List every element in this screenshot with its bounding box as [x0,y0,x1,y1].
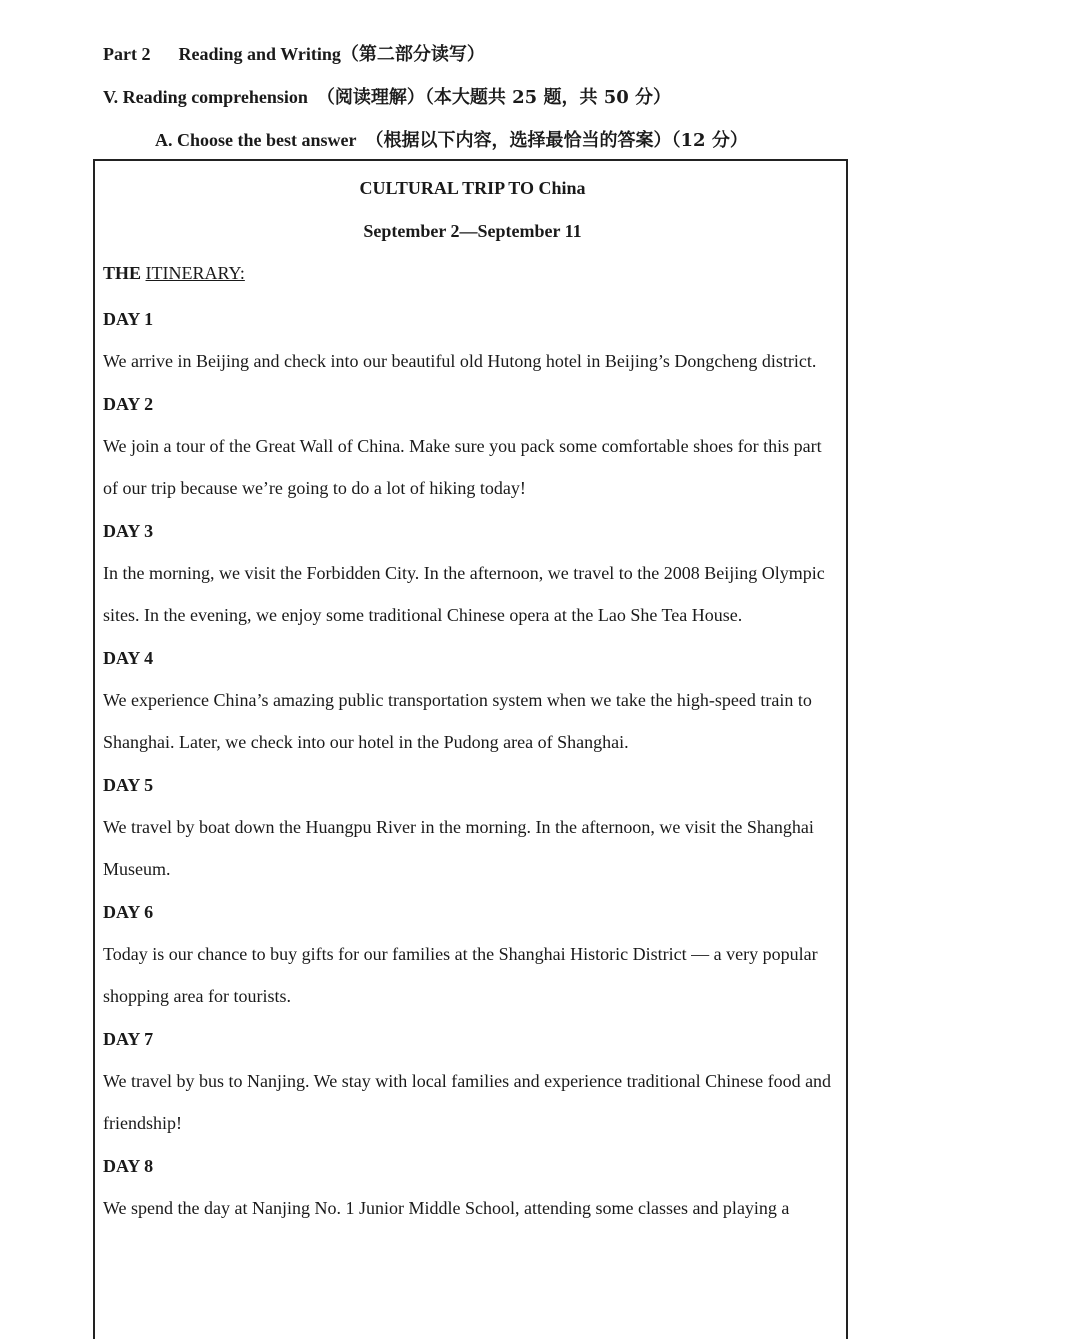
day-text: We spend the day at Nanjing No. 1 Junior Middle School, attending some classes and playing a [103,1197,790,1218]
subsection-cn: （根据以下内容，选择最恰当的答案）（12 分） [365,130,748,151]
section-label: V. Reading comprehension [103,87,308,107]
day-block-5 [103,764,838,891]
day-text: We travel by bus to Nanjing. We stay with local families and experience traditional Chinese food and friendship! [103,1070,832,1133]
subsection-heading [155,126,748,152]
day-label: DAY 8 [103,1155,154,1176]
itinerary-heading [103,263,245,284]
day-text: We travel by boat down the Huangpu River in the morning. In the afternoon, we visit the Shanghai Museum. [103,816,814,879]
passage-dates: September 2—September 11 [363,221,582,241]
day-label: DAY 1 [103,309,154,329]
day-text: We arrive in Beijing and check into our beautiful old Hutong hotel in Beijing’s Dongcheng district. [103,351,817,371]
day-block-4 [103,637,838,764]
part-title-cn: （第二部分读写） [340,44,485,65]
subsection-label: A. Choose the best answer [155,130,357,150]
day-text: Today is our chance to buy gifts for our families at the Shanghai Historic District — a very popular shopping area for tourists. [103,943,818,1006]
day-text: In the morning, we visit the Forbidden City. In the afternoon, we travel to the 2008 Beijing Olympic sites. In the evening, we enjoy some traditional Chinese opera at the Lao She Tea House. [103,562,825,625]
part-title: Reading and Writing [178,44,341,64]
itinerary-prefix: THE [103,263,146,283]
passage-title: CULTURAL TRIP TO China [359,178,586,198]
day-block-7 [103,1018,838,1145]
day-text: We join a tour of the Great Wall of China. Make sure you pack some comfortable shoes for this part of our trip because we’re going to do a lot of hiking today! [103,435,822,498]
day-block-8 [103,1145,838,1230]
day-list [103,298,838,1229]
day-label: DAY 3 [103,520,154,541]
day-label: DAY 7 [103,1028,154,1049]
day-label: DAY 6 [103,901,154,922]
passage-box [93,159,848,1339]
day-label: DAY 2 [103,393,154,414]
part-label: Part 2 [103,44,151,64]
part-heading [103,40,485,66]
itinerary-word: ITINERARY: [145,263,245,283]
day-text: We experience China’s amazing public transportation system when we take the high-speed train to Shanghai. Later, we check into our hotel in the Pudong area of Shanghai. [103,689,812,752]
day-block-2 [103,383,838,510]
day-block-3 [103,510,838,637]
day-label: DAY 5 [103,774,154,795]
section-heading [103,83,671,109]
day-block-1 [103,298,838,383]
day-label: DAY 4 [103,647,154,668]
day-block-6 [103,891,838,1018]
section-cn: （阅读理解）（本大题共 25 题，共 50 分） [316,87,672,108]
